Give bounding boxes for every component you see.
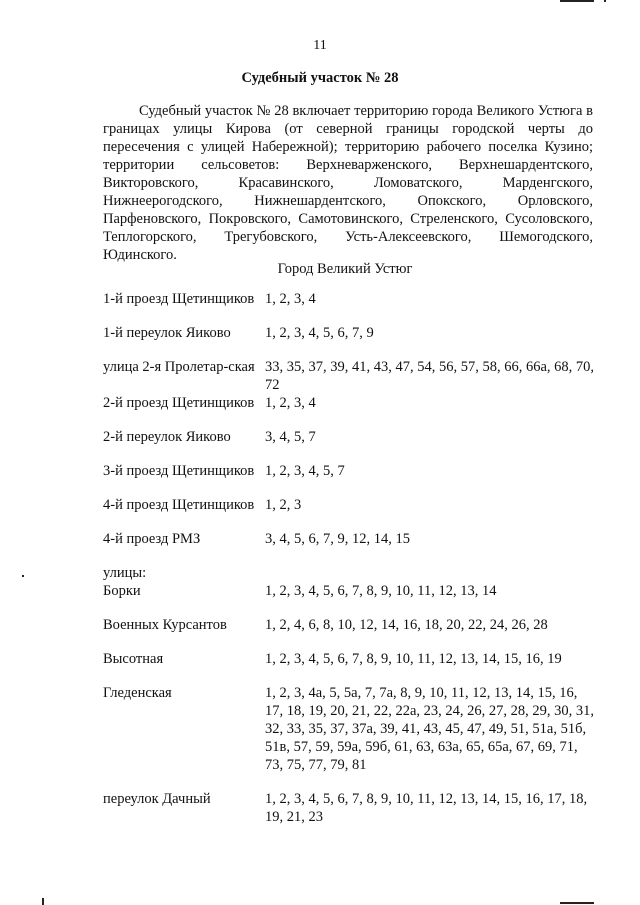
list-item bbox=[103, 358, 598, 394]
scan-mark-bottom-right bbox=[560, 902, 594, 904]
list-item bbox=[103, 290, 598, 308]
street-name: 3-й проезд Щетинщиков bbox=[103, 463, 255, 479]
list-item bbox=[103, 462, 598, 480]
list-item bbox=[103, 582, 598, 600]
house-numbers: 1, 2, 3, 4, 5, 6, 7, 8, 9, 10, 11, 12, 13, 14, 15, 16, 17, 18, 19, 21, 23 bbox=[265, 791, 588, 825]
street-name: Гледенская bbox=[103, 685, 172, 701]
street-name: 2-й переулок Яиково bbox=[103, 429, 231, 445]
scan-mark-bottom-left bbox=[42, 898, 44, 905]
house-numbers: 1, 2, 4, 6, 8, 10, 12, 14, 16, 18, 20, 22, 24, 26, 28 bbox=[265, 617, 548, 633]
page-number: 11 bbox=[313, 38, 327, 53]
street-name: Высотная bbox=[103, 651, 164, 667]
city-heading: Город Великий Устюг bbox=[277, 261, 413, 277]
streets-label: улицы: bbox=[103, 565, 147, 581]
house-numbers: 1, 2, 3, 4 bbox=[265, 395, 316, 411]
street-name: переулок Дачный bbox=[103, 791, 211, 807]
street-name: Военных Курсантов bbox=[103, 617, 227, 633]
street-name: улица 2-я Пролетар-ская bbox=[103, 359, 255, 375]
house-numbers: 1, 2, 3, 4, 5, 6, 7, 8, 9, 10, 11, 12, 13, 14, 15, 16, 19 bbox=[265, 651, 562, 667]
house-numbers: 3, 4, 5, 6, 7, 9, 12, 14, 15 bbox=[265, 531, 410, 547]
house-numbers: 1, 2, 3, 4, 5, 6, 7, 8, 9, 10, 11, 12, 13, 14 bbox=[265, 583, 497, 599]
scan-mark-top-right-2 bbox=[604, 0, 606, 2]
house-numbers: 1, 2, 3, 4а, 5, 5а, 7, 7а, 8, 9, 10, 11, 12, 13, 14, 15, 16, 17, 18, 19, 20, 21, 22, 22а, 23, 24, 26, 27, 28, 29, 30, 31, 32, 33, 35, 37, 37а, 39, 41, 43, 45, 47, 49, 51, 51а, 51б, 51в, 57, 59, 59а, 59б, 61, 63, 63а, 65, 65а, 67, 69, 71, 73, 75, 77, 79, 81 bbox=[265, 685, 595, 773]
list-item bbox=[103, 530, 598, 548]
house-numbers: 1, 2, 3, 4, 5, 6, 7, 9 bbox=[265, 325, 374, 341]
list-item bbox=[103, 684, 598, 774]
house-numbers: 3, 4, 5, 7 bbox=[265, 429, 316, 445]
street-name: 1-й проезд Щетинщиков bbox=[103, 291, 255, 307]
street-name: 2-й проезд Щетинщиков bbox=[103, 395, 255, 411]
street-name: 1-й переулок Яиково bbox=[103, 325, 231, 341]
intro-paragraph: Судебный участок № 28 включает территорию города Великого Устюга в границах улицы Кирова (от северной границы городской черты до пересечения с улицей Набережной); территорию рабочего поселка Кузино; территории сельсоветов: Верхневарженского, Верхнешардентского, Викторовского, Красавинского, Ломоватского, Марденгского, Нижнеерогодского, Нижнешардентского, Опокского, Орловского, Парфеновского, Покровского, Самотовинского, Стреленского, Сусоловского, Теплогорского, Трегубовского, Усть-Алексеевского, Шемогодского, Юдинского. bbox=[103, 103, 593, 263]
scan-mark-top-right bbox=[560, 0, 594, 2]
scan-mark-left-dot bbox=[22, 575, 24, 577]
list-item bbox=[103, 616, 598, 634]
list-item bbox=[103, 650, 598, 668]
street-name: 4-й проезд РМЗ bbox=[103, 531, 201, 547]
house-numbers: 1, 2, 3, 4, 5, 7 bbox=[265, 463, 345, 479]
list-item bbox=[103, 428, 598, 446]
document-title: Судебный участок № 28 bbox=[241, 70, 399, 86]
house-numbers: 1, 2, 3 bbox=[265, 497, 302, 513]
list-item bbox=[103, 496, 598, 514]
house-numbers: 33, 35, 37, 39, 41, 43, 47, 54, 56, 57, 58, 66, 66а, 68, 70, 72 bbox=[265, 359, 595, 393]
street-name: Борки bbox=[103, 583, 141, 599]
list-item bbox=[103, 790, 598, 826]
house-numbers: 1, 2, 3, 4 bbox=[265, 291, 316, 307]
list-item bbox=[103, 324, 598, 342]
list-item bbox=[103, 394, 598, 412]
street-name: 4-й проезд Щетинщиков bbox=[103, 497, 255, 513]
address-list bbox=[103, 290, 598, 826]
